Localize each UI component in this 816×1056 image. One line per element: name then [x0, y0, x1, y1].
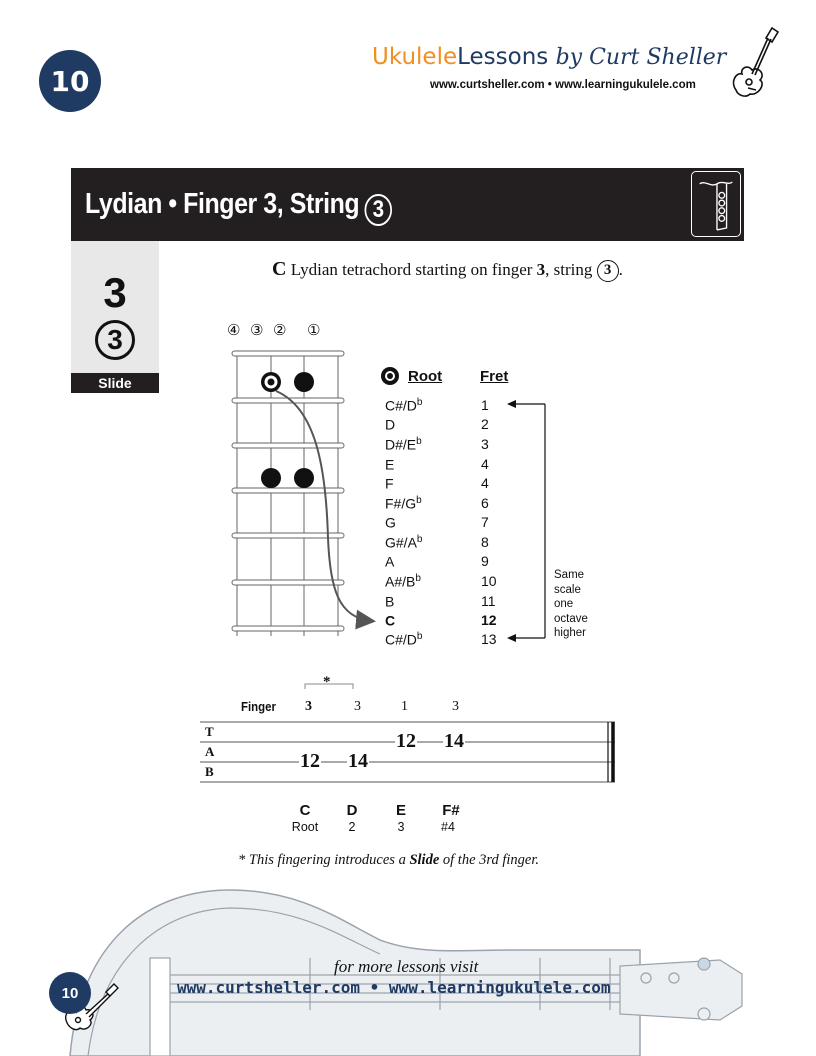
description-part2: , string: [545, 260, 593, 279]
scale-note-degree: #4: [441, 820, 455, 834]
title-string-number: 3: [364, 194, 392, 226]
finger-number: 3: [354, 699, 361, 714]
root-note: $C\#/D^b$: [385, 397, 423, 414]
octave-bracket: [505, 396, 555, 646]
tab-letter-t: T: [205, 724, 214, 739]
page-title: [85, 188, 392, 226]
root-fret: 4: [481, 456, 489, 472]
slide-arrow: [276, 391, 372, 621]
root-fret: 11: [481, 593, 496, 609]
tab-note: 12: [300, 750, 320, 772]
scale-note-name: C: [299, 802, 311, 819]
root-note: A: [385, 553, 395, 570]
finger-dots: [261, 372, 314, 488]
fingering-sidebar: [71, 241, 159, 373]
root-note: $A\#/B^b$: [385, 573, 421, 590]
string-label-1: ①: [307, 321, 321, 339]
root-note: G: [385, 514, 396, 531]
page-number-badge: [39, 50, 101, 112]
root-note: F: [385, 475, 394, 492]
root-fret: 2: [481, 416, 489, 432]
brand-logo-text: [372, 44, 728, 74]
footer-page-badge: [49, 972, 91, 1014]
header-urls: www.curtsheller.com • www.learningukulele.com: [430, 79, 696, 91]
root-note: $C\#/D^b$: [385, 631, 423, 648]
root-fret: 3: [481, 436, 489, 452]
root-fret: 8: [481, 534, 489, 550]
sidebar-finger-number: 3: [103, 269, 127, 316]
finger-label: Finger: [241, 699, 276, 714]
scale-note-degree: 3: [397, 820, 405, 834]
scale-note-name: F#: [442, 802, 460, 819]
description-string: 3: [597, 260, 619, 282]
root-header: Root: [408, 368, 443, 385]
sidebar-string-number: 3: [95, 320, 135, 360]
root-note: $G\#/A^b$: [385, 534, 423, 551]
slide-asterisk: *: [323, 674, 331, 690]
root-fret: 4: [481, 475, 489, 491]
scale-note-name: D: [346, 802, 358, 819]
tab-letter-a: A: [205, 744, 215, 759]
root-note: D: [385, 416, 396, 433]
sidebar-technique-label: Slide: [71, 373, 159, 393]
description-finger: 3: [536, 260, 546, 279]
description-end: .: [618, 260, 623, 279]
brand-lessons: Lessons: [457, 44, 549, 70]
scale-note-name: E: [395, 802, 406, 819]
footer-urls: www.curtsheller.com • www.learningukulele.com: [177, 978, 611, 997]
footer-page-number: 10: [61, 984, 79, 1002]
root-marker-icon: [381, 367, 399, 385]
tab-letter-b: B: [205, 764, 214, 779]
string-label-2: ②: [273, 321, 287, 339]
root-fret: 10: [481, 573, 497, 589]
description-part1: Lydian tetrachord starting on finger: [290, 260, 533, 279]
root-note: $D\#/E^b$: [385, 436, 422, 453]
tab-note: 14: [444, 730, 464, 752]
root-fret: 6: [481, 495, 489, 511]
scale-shape-icon: [691, 171, 741, 237]
scale-note-degree: 2: [348, 820, 356, 834]
root-fret: 7: [481, 514, 489, 530]
title-bar: [71, 168, 744, 241]
root-note: C: [385, 612, 396, 629]
scale-note-degree: Root: [291, 820, 319, 834]
root-note: E: [385, 456, 395, 473]
tab-note: 12: [396, 730, 416, 752]
root-note: B: [385, 593, 395, 610]
finger-number: 3: [452, 699, 459, 714]
tab-note: 14: [348, 750, 368, 772]
finger-number: 1: [401, 699, 408, 714]
frets: [232, 351, 344, 631]
brand-author: by Curt Sheller: [555, 45, 727, 70]
description-key: C: [272, 258, 287, 280]
finger-number: 3: [305, 699, 312, 714]
fret-header: Fret: [480, 368, 509, 385]
title-text: Lydian • Finger 3, String: [85, 188, 360, 220]
root-fret: 12: [481, 612, 497, 628]
root-fret: 9: [481, 553, 489, 569]
brand-ukulele: Ukulele: [372, 44, 458, 70]
root-note: $F\#/G^b$: [385, 495, 422, 512]
ukulele-logo-icon: [728, 24, 780, 100]
page-number: 10: [50, 64, 90, 98]
strings: [237, 354, 338, 636]
lesson-description: [272, 258, 623, 282]
string-label-3: ③: [250, 321, 264, 339]
root-fret: 13: [481, 631, 497, 647]
more-lessons-text: for more lessons visit: [334, 957, 479, 976]
octave-note: Same scale one octave higher: [554, 569, 588, 639]
string-label-4: ④: [227, 321, 241, 339]
fretboard-diagram: [220, 318, 390, 648]
footnote: * This fingering introduces a Slide of the 3rd finger.: [238, 852, 540, 868]
root-fret: 1: [481, 397, 489, 413]
